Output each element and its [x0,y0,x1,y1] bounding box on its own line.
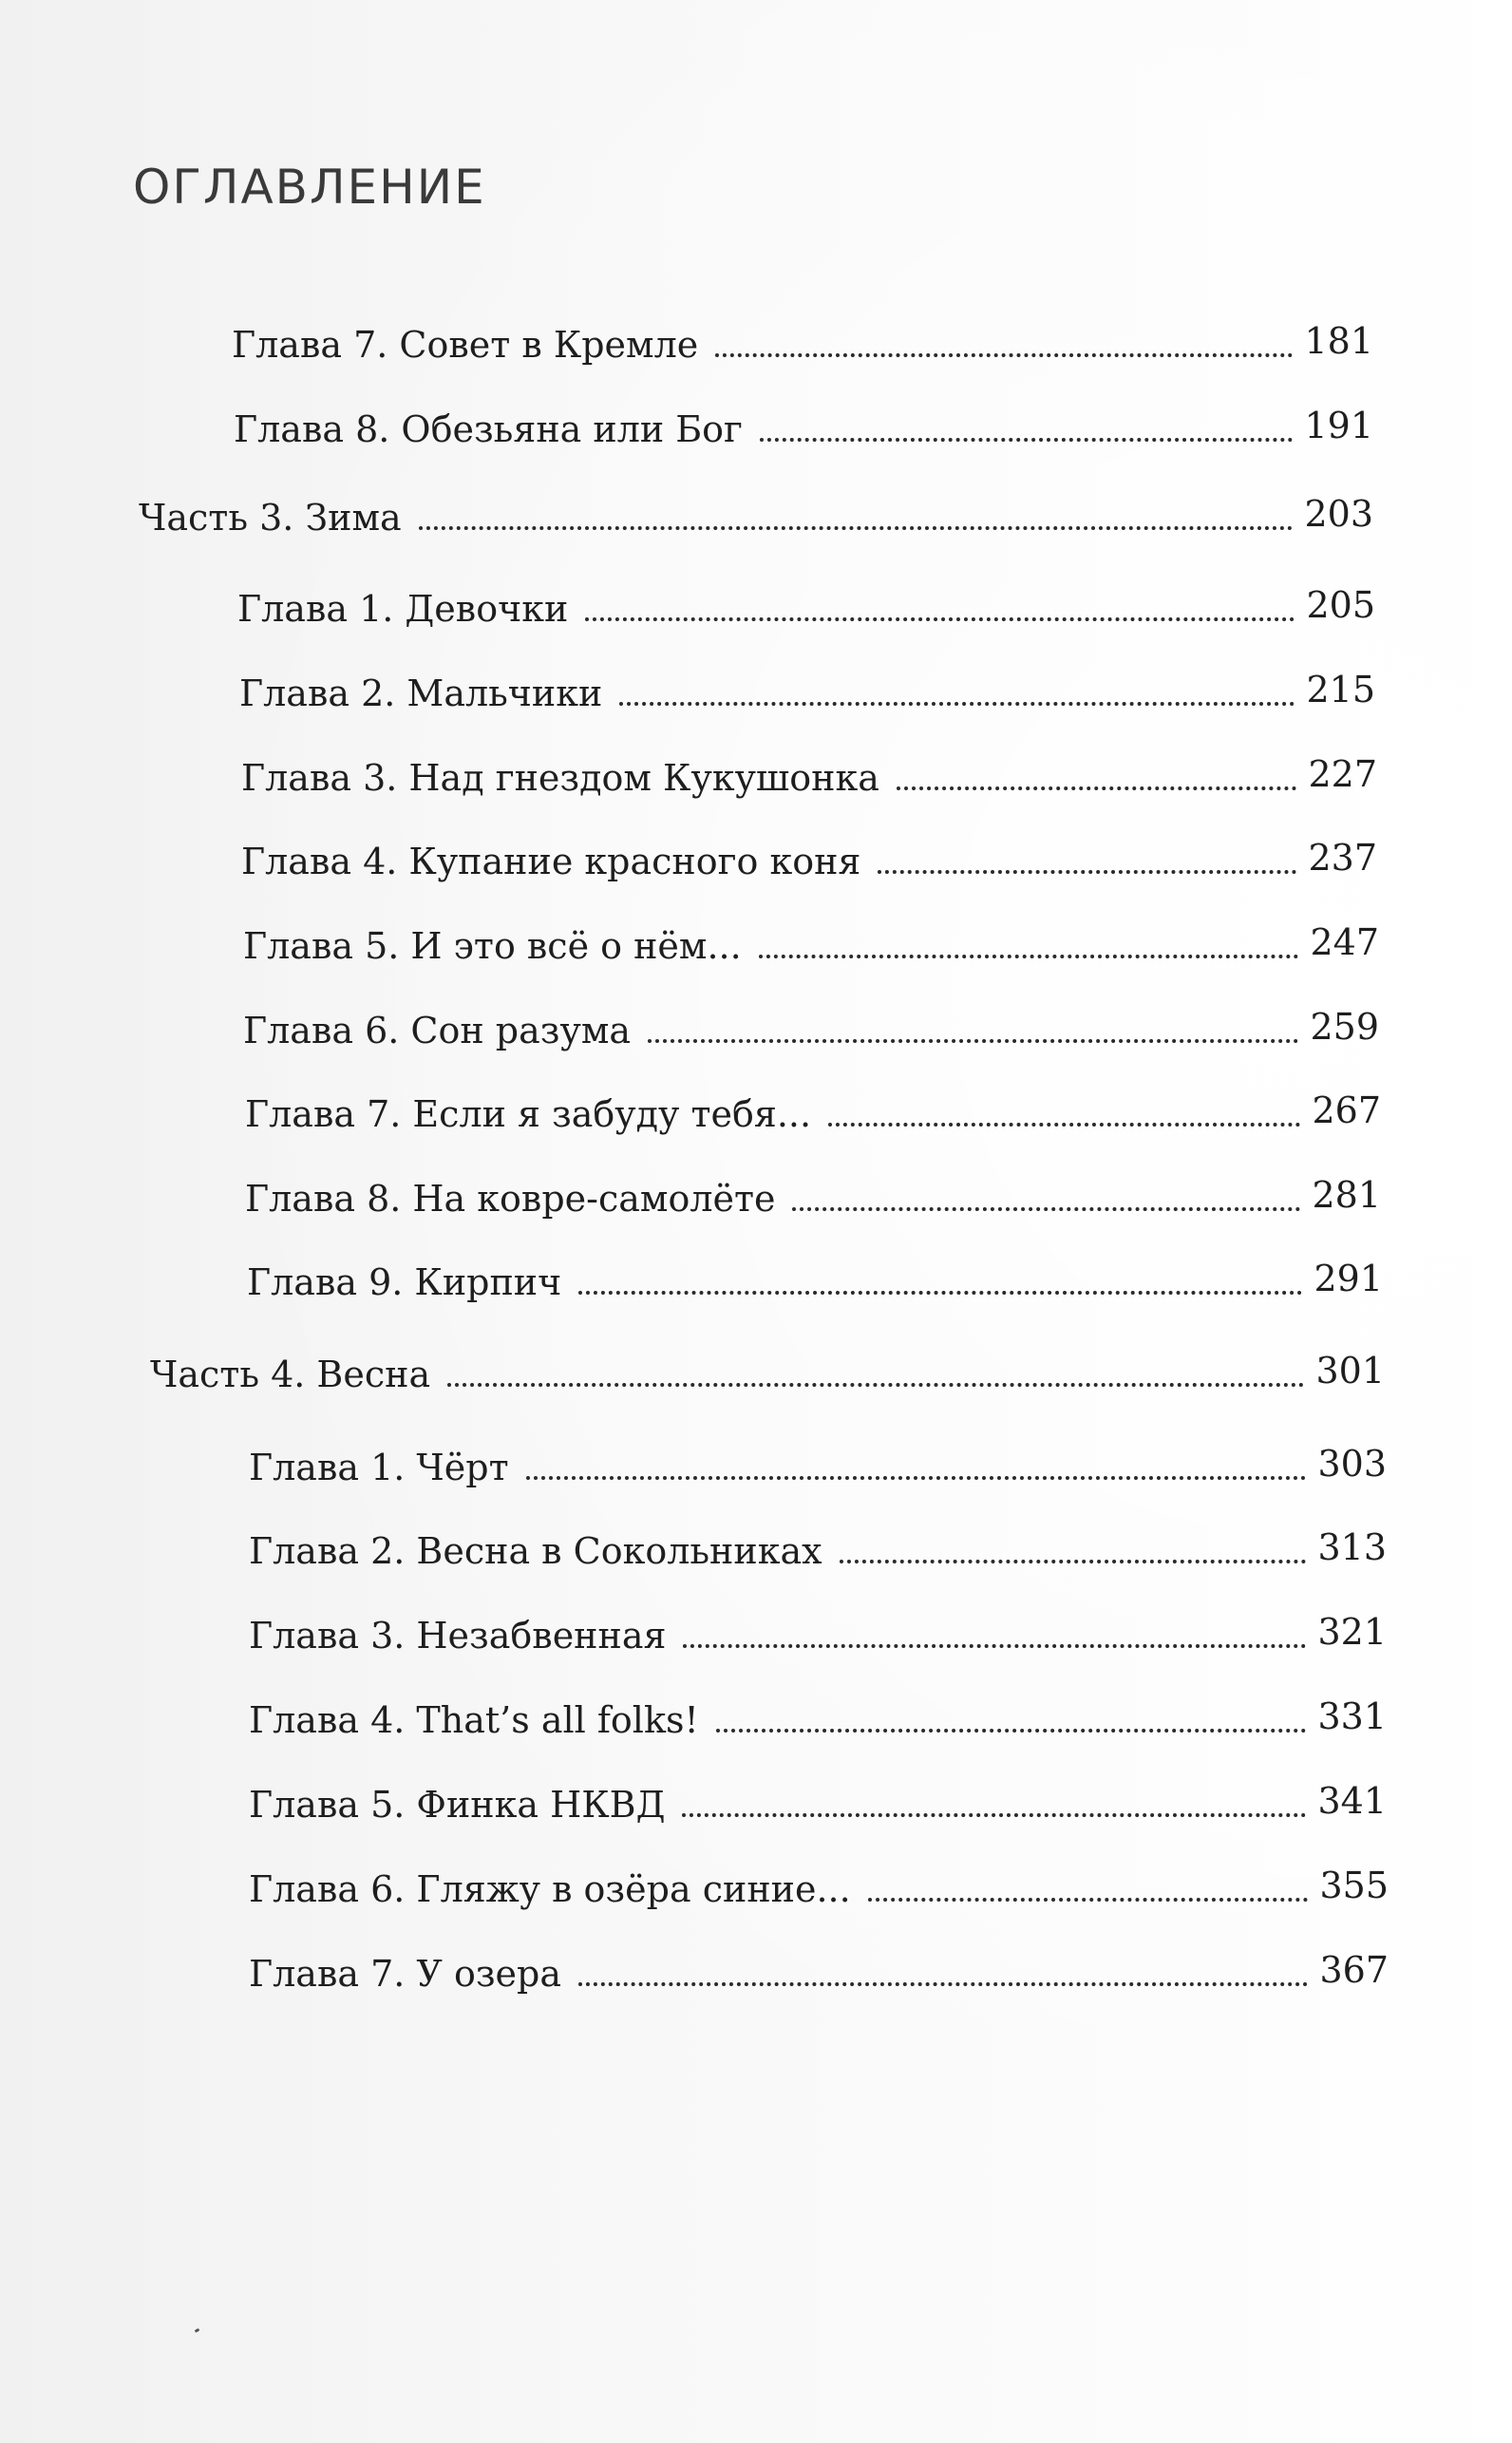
toc-entry-page: 367 [1319,1949,1389,1991]
toc-entry-title: Глава 2. Весна в Сокольниках [249,1530,822,1572]
paper-speck [195,2328,200,2333]
toc-entry-chapter [247,1240,1383,1306]
toc-entry-title: Глава 4. That’s all folks! [249,1699,699,1741]
dot-leader [715,353,1293,357]
dot-leader [419,526,1294,530]
toc-entry-page: 281 [1312,1174,1381,1216]
toc-entry-page: 181 [1304,320,1373,362]
dot-leader [840,1560,1307,1563]
toc-entry-title: Глава 4. Купание красного коня [241,841,861,882]
dot-leader [897,786,1297,790]
dot-leader [878,870,1296,874]
dot-leader [578,1982,1308,1986]
dot-leader [759,955,1299,958]
toc-entry-chapter [245,1071,1381,1138]
toc-entry-title: Глава 7. Совет в Кремле [232,324,699,366]
toc-entry-chapter [249,1677,1387,1744]
toc-entry-page: 303 [1317,1443,1387,1485]
toc-entry-title: Глава 3. Над гнездом Кукушонка [241,757,879,799]
toc-entry-title: Глава 2. Мальчики [239,672,603,714]
toc-entry-chapter [249,1846,1389,1913]
toc-entry-title: Глава 5. Финка НКВД [249,1784,666,1826]
toc-entry-chapter [241,735,1377,802]
toc-entry-page: 341 [1317,1780,1387,1822]
dot-leader [828,1123,1300,1127]
dot-leader [619,702,1295,706]
dot-leader [792,1207,1300,1211]
toc-entry-title: Глава 5. И это всё о нём... [243,925,742,967]
toc-entry-page: 227 [1308,753,1377,795]
toc-entry-page: 267 [1312,1089,1381,1131]
toc-entry-page: 331 [1317,1695,1387,1737]
toc-entry-chapter [245,1156,1381,1222]
toc-entry-title: Глава 7. У озера [249,1953,562,1995]
toc-entry-title: Глава 7. Если я забуду тебя... [245,1093,812,1135]
dot-leader [760,438,1293,442]
dot-leader [683,1644,1306,1648]
dot-leader [868,1898,1309,1902]
toc-entry-chapter [234,387,1373,453]
dot-leader [447,1383,1304,1387]
toc-entry-title: Глава 8. Обезьяна или Бог [234,408,743,450]
toc-entry-chapter [243,988,1379,1054]
toc-entry-page: 191 [1304,405,1373,446]
dot-leader [682,1813,1306,1817]
toc-entry-page: 203 [1304,493,1373,535]
toc-entry-part [139,475,1373,541]
toc-entry-title: Часть 4. Весна [150,1354,431,1395]
toc-entry-chapter [241,819,1377,885]
dot-leader [648,1039,1298,1043]
toc-entry-title: Глава 6. Гляжу в озёра синие... [249,1868,851,1910]
toc-entry-part [150,1332,1385,1398]
toc-entry-title: Глава 8. На ковре-самолёте [245,1178,776,1220]
toc-entry-page: 301 [1315,1350,1385,1392]
toc-entry-chapter [249,1425,1387,1491]
page-title: ОГЛАВЛЕНИЕ [133,160,486,215]
dot-leader [526,1476,1307,1480]
toc-entry-title: Глава 9. Кирпич [247,1261,562,1303]
toc-entry-page: 259 [1310,1006,1379,1048]
toc-entry-chapter [249,1931,1389,1998]
toc-entry-page: 355 [1319,1865,1389,1906]
toc-entry-chapter [243,903,1379,970]
toc-entry-page: 237 [1308,837,1377,879]
toc-entry-page: 205 [1306,584,1375,626]
toc-entry-page: 215 [1306,669,1375,710]
toc-entry-title: Часть 3. Зима [139,497,402,539]
toc-entry-chapter [237,566,1375,633]
toc-entry-title: Глава 1. Девочки [237,588,569,630]
dot-leader [585,617,1295,621]
toc-entry-title: Глава 1. Чёрт [249,1447,509,1488]
toc-entry-chapter [249,1762,1387,1828]
dot-leader [578,1291,1302,1295]
toc-entry-title: Глава 6. Сон разума [243,1010,632,1051]
toc-entry-page: 313 [1317,1526,1387,1568]
toc-entry-title: Глава 3. Незабвенная [249,1615,667,1657]
toc-entry-chapter [249,1593,1387,1659]
toc-entry-page: 321 [1317,1611,1387,1653]
toc-entry-chapter [239,651,1375,717]
toc-entry-chapter [249,1508,1387,1575]
toc-entry-page: 247 [1310,921,1379,963]
toc-entry-page: 291 [1314,1258,1383,1299]
toc-entry-chapter [232,302,1373,369]
dot-leader [716,1729,1307,1733]
